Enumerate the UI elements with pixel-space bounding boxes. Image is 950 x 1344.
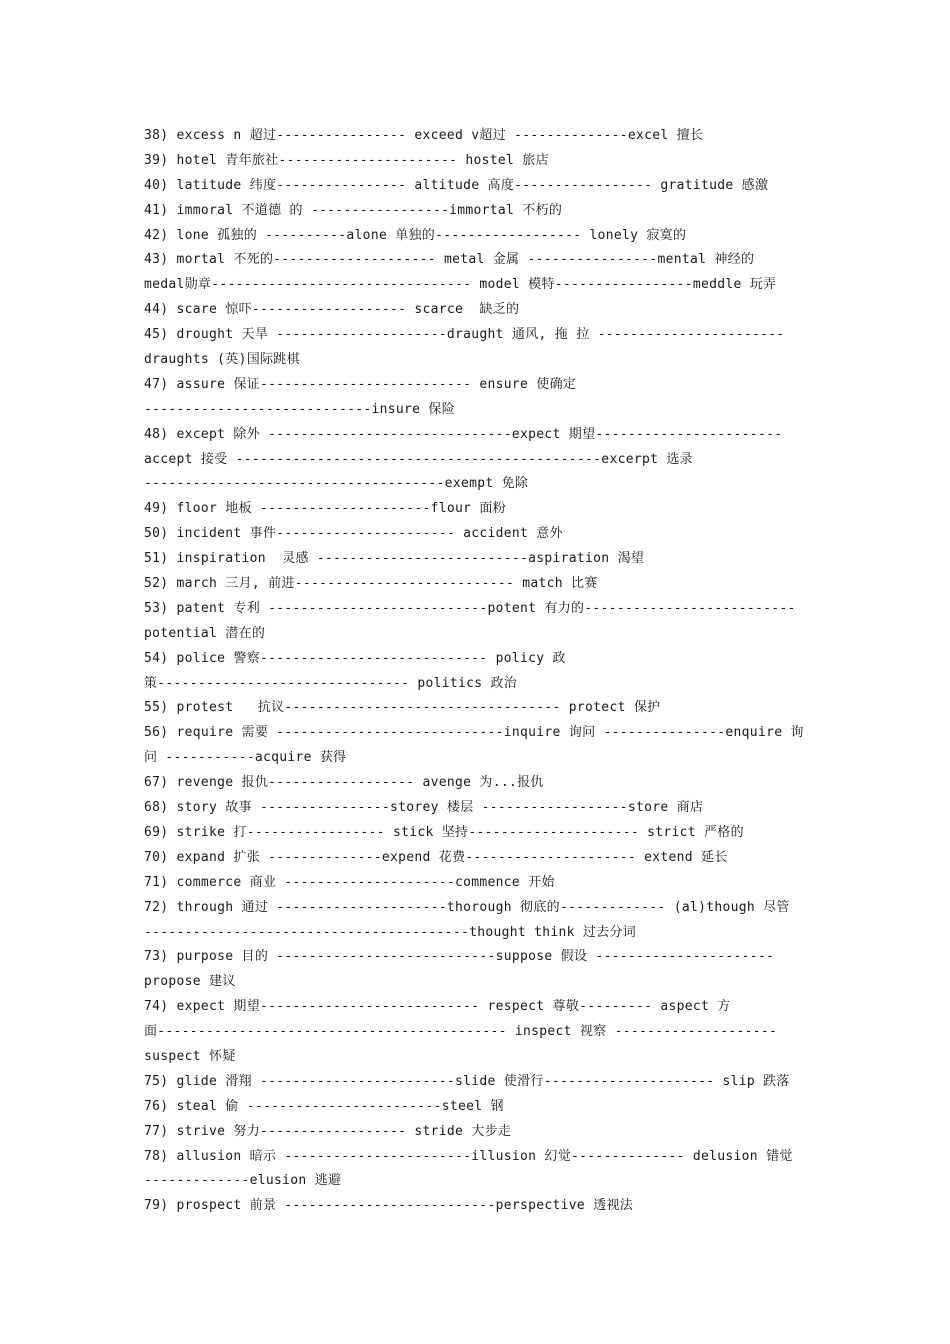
vocab-line: 51) inspiration 灵感 --------------------------aspiration 渴望 — [144, 551, 645, 567]
vocab-line: 72) through 通过 ---------------------thorough 彻底的------------- (al)though 尽管 — [144, 899, 790, 915]
vocab-line: 54) police 警察---------------------------- policy 政 — [144, 650, 566, 666]
vocab-line: 45) drought 天旱 ---------------------draught 通风, 拖 拉 ----------------------- — [144, 327, 785, 343]
vocab-line: 70) expand 扩张 --------------expend 花费--------------------- extend 延长 — [144, 849, 728, 865]
vocab-line: 53) patent 专利 ---------------------------potent 有力的-------------------------- — [144, 600, 796, 616]
vocab-line: 67) revenge 报仇------------------ avenge 为...报仇 — [144, 775, 544, 791]
vocabulary-list — [144, 124, 824, 1219]
vocab-line: 71) commerce 商业 ---------------------commence 开始 — [144, 874, 555, 890]
vocab-line: 69) strike 打----------------- stick 坚持--------------------- strict 严格的 — [144, 824, 744, 840]
vocab-line: 38) excess n 超过---------------- exceed v超过 --------------excel 擅长 — [144, 128, 704, 143]
vocab-line: suspect 怀疑 — [144, 1048, 236, 1064]
vocab-line: 40) latitude 纬度---------------- altitude 高度----------------- gratitude 感激 — [144, 177, 769, 193]
vocab-line: 52) march 三月, 前进--------------------------- match 比赛 — [144, 576, 598, 592]
vocab-line: 策------------------------------- politics 政治 — [144, 675, 518, 691]
vocab-line: 50) incident 事件---------------------- accident 意外 — [144, 526, 563, 542]
vocab-line: 42) lone 孤独的 ----------alone 单独的------------------ lonely 寂寞的 — [144, 227, 687, 243]
vocab-line: 78) allusion 暗示 -----------------------illusion 幻觉-------------- delusion 错觉 — [144, 1148, 793, 1164]
vocab-line: 49) floor 地板 ---------------------flour 面粉 — [144, 501, 507, 517]
vocab-line: 问 -----------acquire 获得 — [144, 750, 347, 766]
vocab-line: 68) story 故事 ----------------storey 楼层 ------------------store 商店 — [144, 800, 704, 816]
vocab-line: 74) expect 期望--------------------------- respect 尊敬--------- aspect 方 — [144, 999, 731, 1015]
vocab-line: 面------------------------------------------- inspect 视察 -------------------- — [144, 1024, 778, 1040]
vocab-line: potential 潜在的 — [144, 625, 266, 641]
vocab-line: ----------------------------insure 保险 — [144, 401, 456, 417]
vocab-line: ----------------------------------------thought think 过去分词 — [144, 924, 637, 940]
vocab-line: 79) prospect 前景 --------------------------perspective 透视法 — [144, 1198, 634, 1214]
vocab-line: 55) protest 抗议---------------------------------- protect 保护 — [144, 700, 661, 716]
vocab-line: 48) except 除外 ------------------------------expect 期望----------------------- — [144, 426, 783, 442]
vocab-line: 56) require 需要 ----------------------------inquire 询问 ---------------enquire 询 — [144, 725, 804, 741]
vocab-line: propose 建议 — [144, 974, 236, 990]
vocab-line: 77) strive 努力------------------ stride 大步走 — [144, 1123, 512, 1139]
vocab-line: 43) mortal 不死的-------------------- metal 金属 ----------------mental 神经的 — [144, 252, 755, 268]
vocab-line: 39) hotel 青年旅社---------------------- hostel 旅店 — [144, 152, 549, 168]
vocab-line: 73) purpose 目的 ---------------------------suppose 假设 ---------------------- — [144, 949, 775, 965]
vocab-line: -------------elusion 逃避 — [144, 1173, 342, 1189]
vocab-line: 47) assure 保证-------------------------- ensure 使确定 — [144, 376, 577, 392]
vocab-line: accept 接受 ---------------------------------------------excerpt 选录 — [144, 451, 693, 467]
vocab-line: 41) immoral 不道德 的 -----------------immortal 不朽的 — [144, 202, 563, 218]
vocab-line: 75) glide 滑翔 ------------------------slide 使滑行--------------------- slip 跌落 — [144, 1073, 790, 1089]
vocab-line: 44) scare 惊吓------------------- scarce 缺乏的 — [144, 302, 520, 318]
vocab-line: medal勋章-------------------------------- model 模特-----------------meddle 玩弄 — [144, 277, 777, 293]
vocab-line: -------------------------------------exempt 免除 — [144, 476, 529, 492]
vocab-line: draughts (英)国际跳棋 — [144, 352, 300, 368]
vocab-line: 76) steal 偷 ------------------------steel 钢 — [144, 1098, 504, 1114]
